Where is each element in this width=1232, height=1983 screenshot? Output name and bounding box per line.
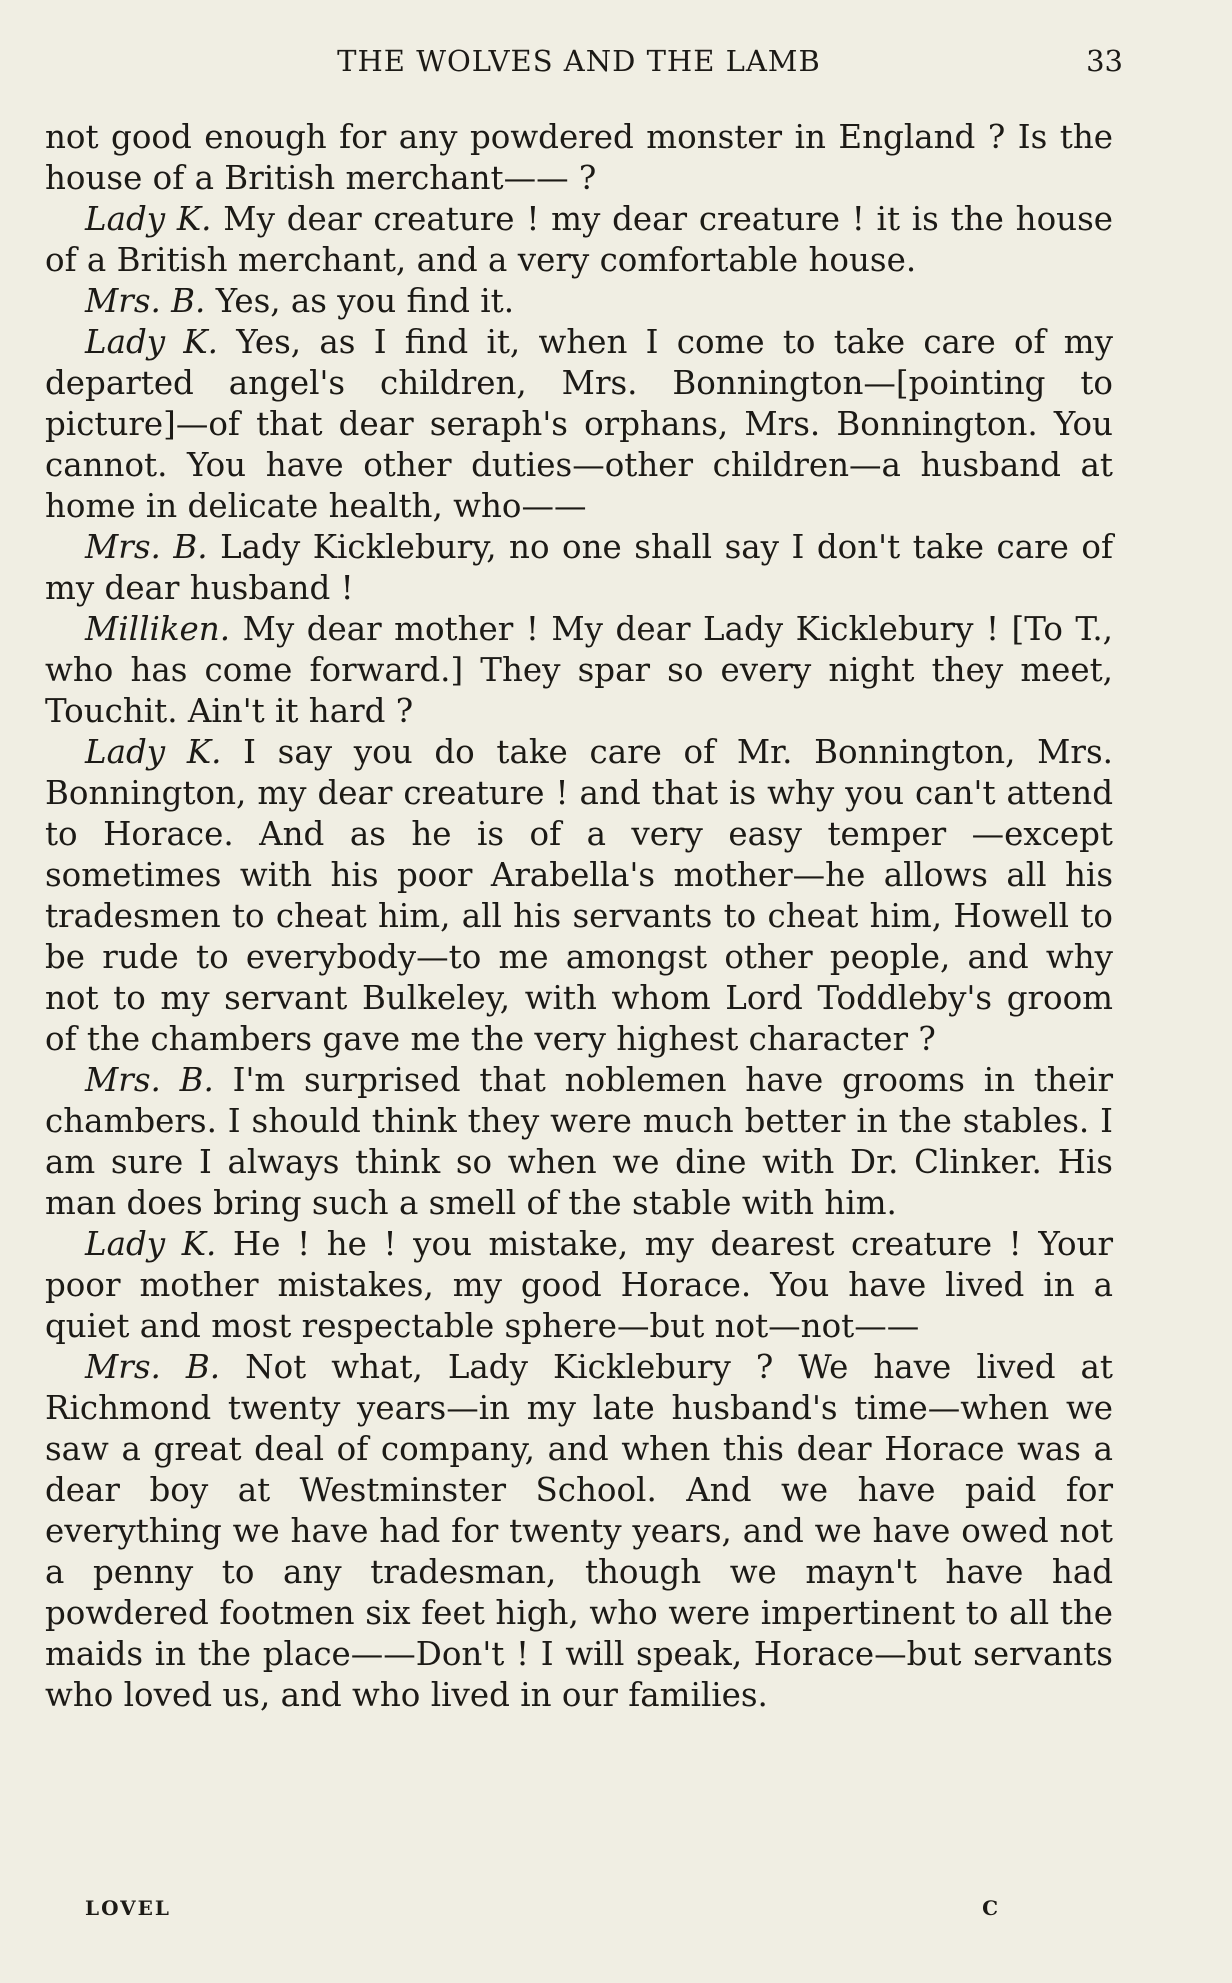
body-text	[45, 117, 1113, 1716]
paragraph-text: not good enough for any powdered monster in England ? Is the house of a British merchant—— ?	[45, 118, 1113, 197]
paragraph-text: My dear creature ! my dear creature ! it is the house of a British merchant, and a very comfortable house.	[45, 200, 1113, 279]
speaker-name: Lady K.	[85, 323, 218, 361]
speaker-name: Milliken.	[85, 610, 231, 648]
paragraph-text: Lady Kicklebury, no one shall say I don't take care of my dear husband !	[45, 528, 1113, 607]
page-number: 33	[1086, 44, 1123, 78]
speaker-name: Mrs. B.	[85, 528, 208, 566]
paragraph-text: Yes, as you find it.	[215, 282, 515, 320]
speech-paragraph	[45, 732, 1113, 1060]
speech-paragraph	[45, 1224, 1113, 1347]
paragraph-text: I'm surprised that noblemen have grooms in their chambers. I should think they were much better in the stables. I am sure I always think so when we dine with Dr. Clinker. His man does bring such a smell of the stable with him.	[45, 1061, 1113, 1222]
speech-paragraph	[45, 1347, 1113, 1716]
paragraph-text: Yes, as I find it, when I come to take care of my departed angel's children, Mrs. Bonnington—[pointing to picture]—of that dear seraph's orphans, Mrs. Bonnington. You cannot. You have other duties—other children—a husband at home in delicate health, who——	[45, 323, 1113, 525]
speaker-name: Mrs. B.	[85, 282, 206, 320]
speaker-name: Lady K.	[85, 733, 222, 771]
paragraph-text: Not what, Lady Kicklebury ? We have lived at Richmond twenty years—in my late husband's time—when we saw a great deal of company, and when this dear Horace was a dear boy at Westminster School. And we have paid for everything we have had for twenty years, and we have owed not a penny to any tradesman, though we mayn't have had powdered footmen six feet high, who were impertinent to all the maids in the place——Don't ! I will speak, Horace—but servants who loved us, and who lived in our families.	[45, 1348, 1113, 1714]
speaker-name: Lady K.	[85, 1225, 217, 1263]
speech-paragraph	[45, 322, 1113, 527]
speech-paragraph	[45, 199, 1113, 281]
speaker-name: Mrs. B.	[85, 1348, 221, 1386]
paragraph-continuation	[45, 117, 1113, 199]
paragraph-text: I say you do take care of Mr. Bonnington, Mrs. Bonnington, my dear creature ! and that is why you can't attend to Horace. And as he is of a very easy temper —except sometimes with his poor Arabella's mother—he allows all his tradesmen to cheat him, all his servants to cheat him, Howell to be rude to everybody—to me amongst other people, and why not to my servant Bulkeley, with whom Lord Toddleby's groom of the chambers gave me the very highest character ?	[45, 733, 1113, 1058]
speech-paragraph	[45, 1060, 1113, 1224]
paragraph-text: My dear mother ! My dear Lady Kicklebury ! [To T., who has come forward.] They spar so every night they meet, Touchit. Ain't it hard ?	[45, 610, 1113, 730]
running-title: THE WOLVES AND THE LAMB	[337, 44, 821, 78]
speaker-name: Lady K.	[85, 200, 212, 238]
speech-paragraph	[45, 609, 1113, 732]
speaker-name: Mrs. B.	[85, 1061, 214, 1099]
signature-right: C	[982, 1896, 1000, 1920]
running-header	[45, 44, 1123, 86]
signature-left: LOVEL	[85, 1896, 171, 1920]
speech-paragraph	[45, 281, 1113, 322]
paragraph-text: He ! he ! you mistake, my dearest creature ! Your poor mother mistakes, my good Horace. You have lived in a quiet and most respectable sphere—but not—not——	[45, 1225, 1113, 1345]
speech-paragraph	[45, 527, 1113, 609]
